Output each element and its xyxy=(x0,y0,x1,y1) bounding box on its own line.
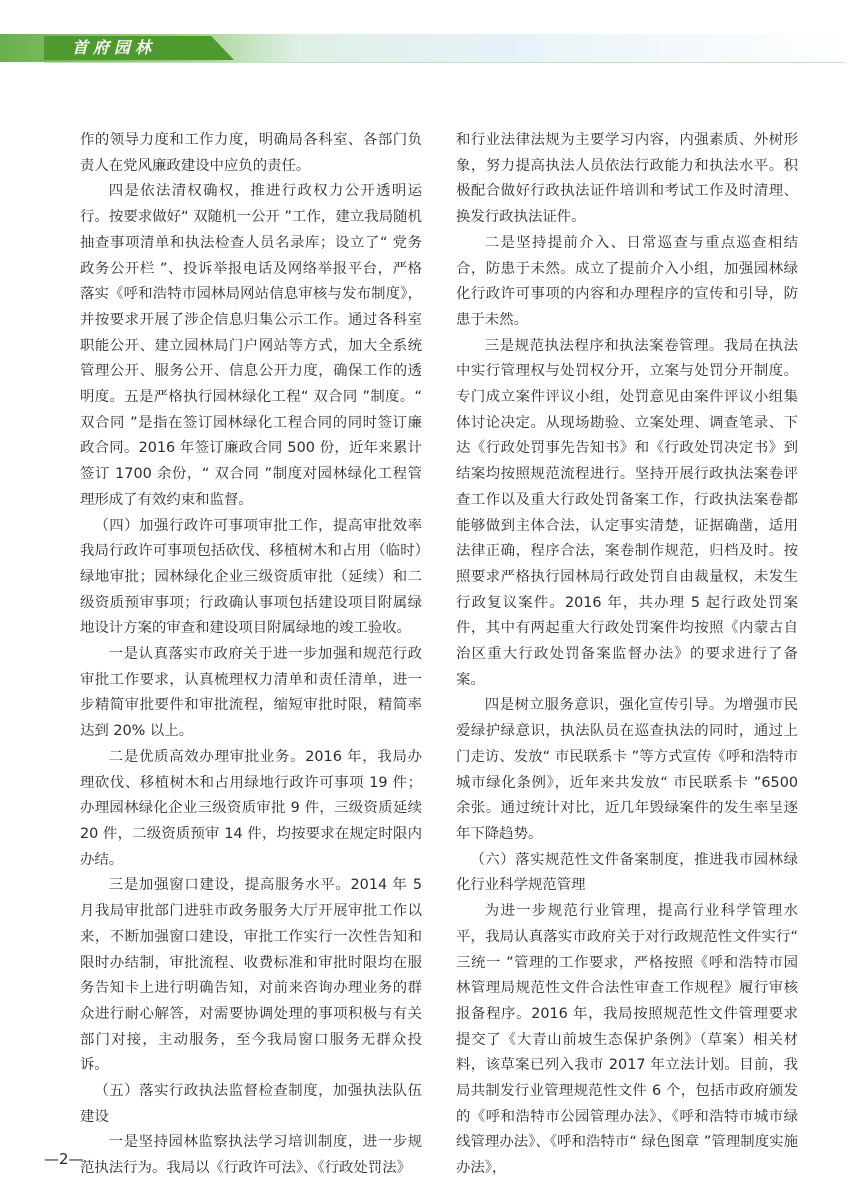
section-heading: （五）落实行政执法监督检查制度，加强执法队伍建设 xyxy=(80,1083,422,1125)
paragraph: 二是坚持提前介入、日常巡查与重点巡查相结合，防患于未然。成立了提前介入小组，加强园林绿化行政许可事项的内容和办理程序的宣传和引导，防患于未然。 xyxy=(456,234,798,328)
paragraph: 二是优质高效办理审批业务。2016 年，我局办理砍伐、移植树木和占用绿地行政许可事项 19 件；办理园林绿化企业三级资质审批 9 件，三级资质延续 20 件，二级资质预审 14 件，均按要求在规定时限内办结。 xyxy=(80,748,422,868)
paragraph: 四是依法清权确权，推进行政权力公开透明运行。按要求做好“ 双随机一公开 ”工作，建立我局随机抽查事项清单和执法检查人员名录库；设立了“ 党务政务公开栏 ”、投诉举报电话及网络举报平台，严格落实《呼和浩特市园林局网站信息审核与发布制度》，并按要求开展了涉企信息归集公示工作。通过各科室职能公开、建立园林局门户网站等方式，加大全系统管理公开、服务公开、信息公开力度，确保工作的透明度。五是严格执行园林绿化工程“ 双合同 ”制度。“ 双合同 ”是指在签订园林绿化工程合同的同时签订廉政合同。2016 年签订廉政合同 500 份，近年来累计签订 1700 余份，“ 双合同 ”制度对园林绿化工程管理形成了有效约束和监督。 xyxy=(80,183,422,508)
section-heading: （四）加强行政许可事项审批工作，提高审批效率我局行政许可事项包括砍伐、移植树木和占用（临时）绿地审批；园林绿化企业三级资质审批（延续）和二级资质预审事项；行政确认事项包括建设项目附属绿地设计方案的审查和建设项目附属绿地的竣工验收。 xyxy=(80,517,422,637)
paragraph: 三是规范执法程序和执法案卷管理。我局在执法中实行管理权与处罚权分开，立案与处罚分开制度。专门成立案件评议小组，处罚意见由案件评议小组集体讨论决定。从现场勘验、立案处理、调查笔录、下达《行政处罚事先告知书》和《行政处罚决定书》到结案均按照规范流程进行。坚持开展行政执法案卷评查工作以及重大行政处罚备案工作，行政执法案卷都能够做到主体合法，认定事实清楚，证据确凿，适用法律正确，程序合法，案卷制作规范，归档及时。按照要求严格执行园林局行政处罚自由裁量权，未发生行政复议案件。2016 年，共办理 5 起行政处罚案件，其中有两起重大行政处罚案件均按照《内蒙古自治区重大行政处罚备案监督办法》的要求进行了备案。 xyxy=(456,337,798,688)
header-divider xyxy=(44,62,844,63)
paragraph: 和行业法律法规为主要学习内容，内强素质、外树形象，努力提高执法人员依法行政能力和执法水平。积极配合做好行政执法证件培训和考试工作及时清理、换发行政执法证件。 xyxy=(456,132,798,226)
page-number: —2— xyxy=(44,1150,84,1168)
left-column xyxy=(80,128,422,1182)
section-title: 首府园林 xyxy=(72,38,157,57)
paragraph: 一是认真落实市政府关于进一步加强和规范行政审批工作要求，认真梳理权力清单和责任清单，进一步精简审批要件和审批流程，缩短审批时限，精简率达到 20% 以上。 xyxy=(80,646,422,740)
paragraph: 作的领导力度和工作力度，明确局各科室、各部门负责人在党风廉政建设中应负的责任。 xyxy=(80,132,422,174)
paragraph: 为进一步规范行业管理，提高行业科学管理水平，我局认真落实市政府关于对行政规范性文件实行“ 三统一 ”管理的工作要求，严格按照《呼和浩特市园林管理局规范性文件合法性审查工作规程》履行审核报备程序。2016 年，我局按照规范性文件管理要求提交了《大青山前坡生态保护条例》（草案）相关材料，该草案已列入我市 2017 年立法计划。目前，我局共制发行业管理规范性文件 6 个，包括市政府颁发的《呼和浩特市公园管理办法》、《呼和浩特市城市绿线管理办法》、《呼和浩特市“ 绿色图章 ”管理制度实施办法》， xyxy=(456,903,798,1177)
paragraph: 四是树立服务意识，强化宣传引导。为增强市民爱绿护绿意识，执法队员在巡查执法的同时，通过上门走访、发放“ 市民联系卡 ”等方式宣传《呼和浩特市城市绿化条例》，近年来共发放“ 市民联系卡 ”6500 余张。通过统计对比，近几年毁绿案件的发生率呈逐年下降趋势。 xyxy=(456,697,798,842)
right-column xyxy=(456,128,798,1182)
paragraph: 三是加强窗口建设，提高服务水平。2014 年 5 月我局审批部门进驻市政务服务大厅开展审批工作以来，不断加强窗口建设，审批工作实行一次性告知和限时办结制，审批流程、收费标准和审批时限均在服务告知卡上进行明确告知，对前来咨询办理业务的群众进行耐心解答，对需要协调处理的事项积极与有关部门对接，主动服务，至今我局窗口服务无群众投诉。 xyxy=(80,877,422,1074)
paragraph: 一是坚持园林监察执法学习培训制度，进一步规范执法行为。我局以《行政许可法》、《行政处罚法》 xyxy=(80,1134,422,1177)
section-heading: （六）落实规范性文件备案制度，推进我市园林绿化行业科学规范管理 xyxy=(456,851,798,894)
